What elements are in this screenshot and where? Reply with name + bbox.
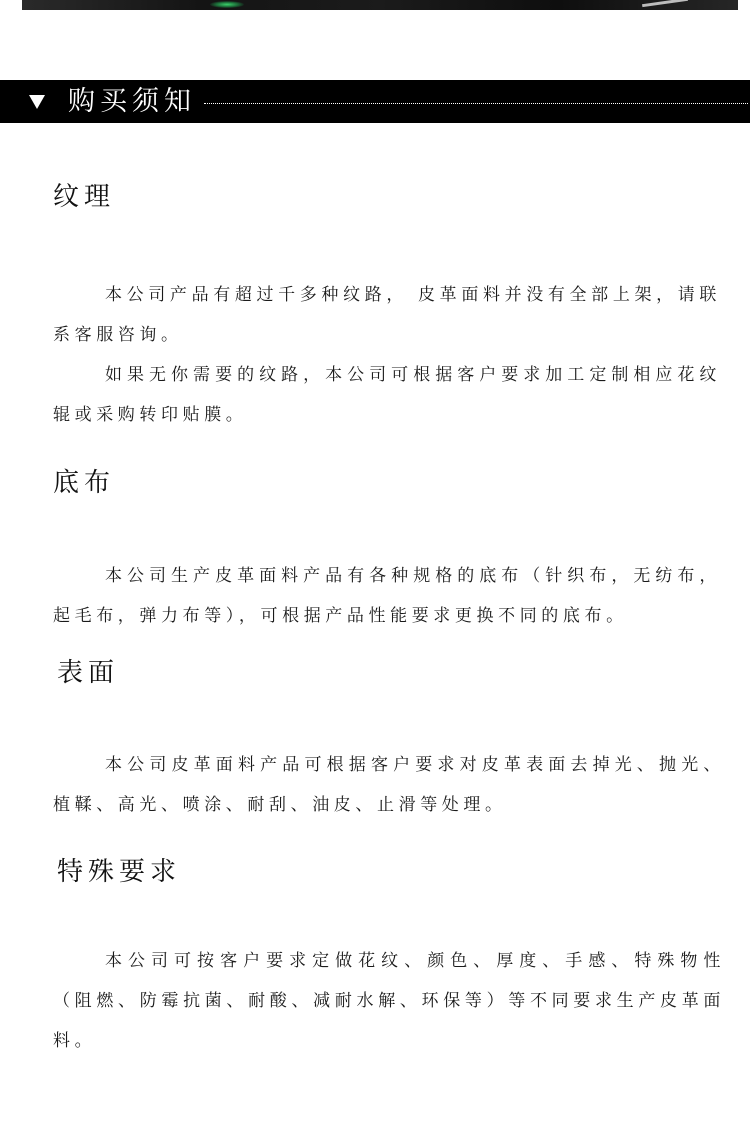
section-paragraph: 如果无你需要的纹路，本公司可根据客户要求加工定制相应花纹辊或采购转印贴膜。 bbox=[53, 365, 721, 425]
section-backing-fabric bbox=[53, 466, 721, 636]
triangle-down-icon bbox=[28, 93, 46, 111]
light-streak bbox=[642, 0, 688, 7]
dotted-divider bbox=[204, 103, 748, 104]
section-title: 特殊要求 bbox=[57, 857, 182, 887]
section-paragraph: 本公司生产皮革面料产品有各种规格的底布（针织布，无纺布，起毛布，弹力布等），可根据产品性能要求更换不同的底布。 bbox=[53, 566, 721, 626]
section-title: 纹理 bbox=[53, 182, 116, 212]
green-light-glow bbox=[210, 1, 244, 8]
section-paragraph: 本公司皮革面料产品可根据客户要求对皮革表面去掉光、抛光、植鞣、高光、喷涂、耐刮、油皮、止滑等处理。 bbox=[53, 755, 725, 815]
product-photo-strip bbox=[22, 0, 738, 10]
section-texture bbox=[53, 180, 721, 435]
page-title: 购买须知 bbox=[68, 86, 196, 117]
section-surface bbox=[53, 656, 725, 825]
section-paragraph: 本公司产品有超过千多种纹路， 皮革面料并没有全部上架，请联系客服咨询。 bbox=[53, 285, 721, 345]
section-paragraph: 本公司可按客户要求定做花纹、颜色、厚度、手感、特殊物性（阻燃、防霉抗菌、耐酸、减耐水解、环保等）等不同要求生产皮革面料。 bbox=[53, 951, 725, 1051]
section-special-requirements bbox=[53, 855, 725, 1061]
section-header-banner bbox=[0, 80, 750, 123]
section-title: 底布 bbox=[53, 468, 116, 498]
section-title: 表面 bbox=[57, 658, 120, 688]
